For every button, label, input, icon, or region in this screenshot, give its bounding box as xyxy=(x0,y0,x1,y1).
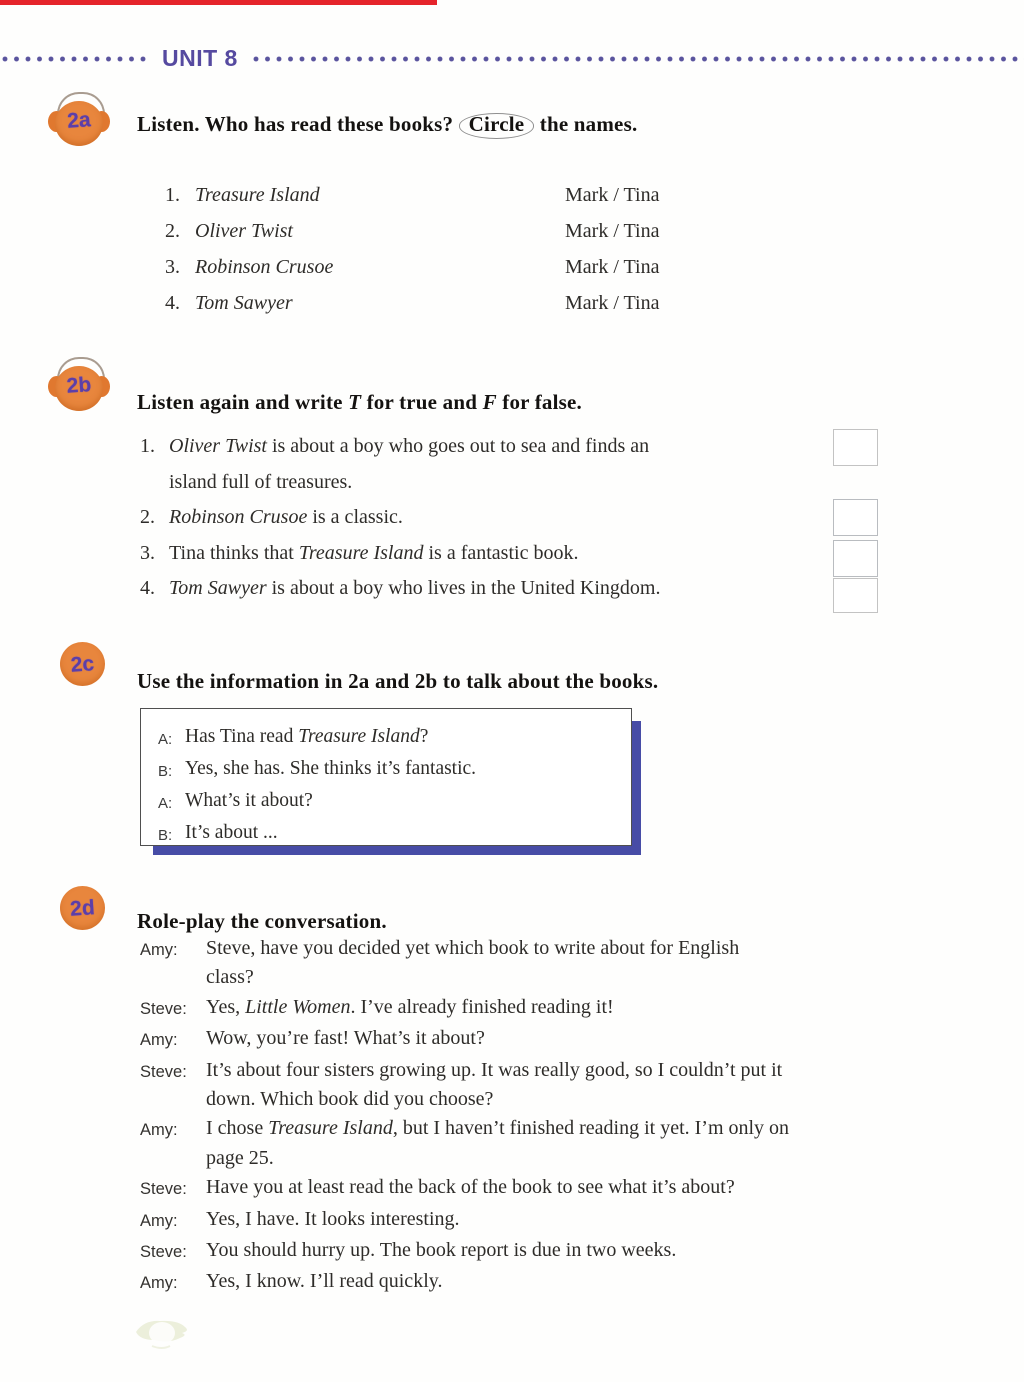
statement-item xyxy=(140,536,840,572)
utterance-text: Yes, I have. It looks interesting. xyxy=(206,1207,460,1230)
conversation-line xyxy=(140,1056,980,1115)
statement-text: Oliver Twist is about a boy who goes out to sea and finds an island full of treasures. xyxy=(169,435,650,493)
section-2a-badge-label: 2a xyxy=(66,108,92,133)
item-number: 4. xyxy=(140,577,155,600)
unit-title: UNIT 8 xyxy=(162,45,238,71)
book-list-item xyxy=(165,256,659,292)
dialogue-line xyxy=(158,786,631,818)
utterance-text: I chose Treasure Island, but I haven’t finished reading it yet. I’m only on page 25. xyxy=(206,1117,790,1169)
section-2c-title: Use the information in 2a and 2b to talk about the books. xyxy=(137,669,659,694)
section-2d-title: Role-play the conversation. xyxy=(137,909,387,934)
dialogue-text: It’s about ... xyxy=(185,822,278,843)
dialogue-line xyxy=(158,818,631,850)
book-list-item xyxy=(165,184,659,220)
section-2c-badge-label: 2c xyxy=(70,652,95,677)
conversation-line xyxy=(140,934,980,993)
speaker-label: B: xyxy=(158,763,173,780)
section-2a-title: Listen. Who has read these books? Circle the names. xyxy=(137,112,637,138)
statement-item xyxy=(140,500,840,536)
name-choice[interactable]: Mark / Tina xyxy=(565,256,660,278)
book-title: Tom Sawyer xyxy=(195,292,293,314)
section-2b-badge-label: 2b xyxy=(65,373,92,398)
answer-box-1[interactable] xyxy=(833,429,878,466)
item-number: 2. xyxy=(165,220,180,242)
conversation-line xyxy=(140,1024,980,1055)
book-title: Robinson Crusoe xyxy=(195,256,334,278)
speaker-label: Steve: xyxy=(140,1062,187,1081)
section-2b-badge xyxy=(48,357,110,413)
statement-list xyxy=(140,429,840,607)
name-choice[interactable]: Mark / Tina xyxy=(565,292,660,314)
statement-text: Tom Sawyer is about a boy who lives in the United Kingdom. xyxy=(169,577,661,600)
speaker-label: A: xyxy=(158,731,173,748)
utterance-text: Wow, you’re fast! What’s it about? xyxy=(206,1027,485,1050)
statement-text: Robinson Crusoe is a classic. xyxy=(169,506,403,529)
item-number: 2. xyxy=(140,506,155,529)
item-number: 1. xyxy=(140,435,155,457)
item-number: 3. xyxy=(165,256,180,278)
name-choice[interactable]: Mark / Tina xyxy=(565,184,660,206)
section-2b-title: Listen again and write T for true and F for false. xyxy=(137,390,583,415)
utterance-text: Steve, have you decided yet which book to write about for English class? xyxy=(206,937,740,989)
utterance-text: Yes, Little Women. I’ve already finished reading it! xyxy=(206,995,614,1018)
answer-box-3[interactable] xyxy=(833,540,878,577)
speaker-label: Amy: xyxy=(140,1274,178,1293)
speaker-label: B: xyxy=(158,827,173,844)
speaker-label: Amy: xyxy=(140,1031,178,1050)
book-title: Treasure Island xyxy=(195,184,320,206)
utterance-text: You should hurry up. The book report is due in two weeks. xyxy=(206,1239,677,1262)
page-corner-mark-icon xyxy=(130,1314,196,1352)
conversation-line xyxy=(140,1114,980,1173)
dialogue-text: Has Tina read Treasure Island? xyxy=(185,726,429,747)
speaker-label: Steve: xyxy=(140,999,187,1018)
book-list-item xyxy=(165,220,659,256)
example-dialogue-box xyxy=(140,708,632,846)
section-2d-badge-label: 2d xyxy=(69,896,96,921)
conversation-line xyxy=(140,1173,980,1204)
speaker-label: Amy: xyxy=(140,1121,178,1140)
speaker-label: Amy: xyxy=(140,941,178,959)
item-number: 3. xyxy=(140,541,155,564)
answer-box-2[interactable] xyxy=(833,499,878,536)
book-title: Oliver Twist xyxy=(195,220,293,242)
item-number: 1. xyxy=(165,184,180,206)
speaker-label: Steve: xyxy=(140,1243,187,1262)
utterance-text: It’s about four sisters growing up. It was really good, so I couldn’t put it down. Which book did you choose? xyxy=(206,1058,783,1111)
section-2a-badge xyxy=(48,92,110,148)
speaker-label: Amy: xyxy=(140,1211,178,1230)
book-list xyxy=(165,184,659,328)
conversation-line xyxy=(140,993,980,1024)
dialogue-line xyxy=(158,754,631,786)
statement-text: Tina thinks that Treasure Island is a fantastic book. xyxy=(169,541,579,564)
item-number: 4. xyxy=(165,292,180,314)
statement-item xyxy=(140,571,840,607)
dialogue-text: Yes, she has. She thinks it’s fantastic. xyxy=(185,758,477,779)
conversation-line xyxy=(140,1236,980,1267)
utterance-text: Yes, I know. I’ll read quickly. xyxy=(206,1270,443,1293)
answer-box-4[interactable] xyxy=(833,578,878,613)
conversation-line xyxy=(140,1267,980,1298)
conversation-line xyxy=(140,1205,980,1236)
section-2c-badge xyxy=(60,642,105,686)
header-dotted-line-left xyxy=(2,55,148,63)
utterance-text: Have you at least read the back of the book to see what it’s about? xyxy=(206,1176,735,1199)
name-choice[interactable]: Mark / Tina xyxy=(565,220,660,242)
speaker-label: Steve: xyxy=(140,1180,187,1199)
dialogue-line xyxy=(158,722,631,754)
header-dotted-line-right xyxy=(253,55,1024,63)
section-2d-badge xyxy=(60,886,105,930)
book-list-item xyxy=(165,292,659,328)
conversation xyxy=(140,934,980,1299)
top-red-bar xyxy=(0,0,437,5)
speaker-label: A: xyxy=(158,795,173,812)
statement-item xyxy=(140,429,840,500)
dialogue-text: What’s it about? xyxy=(185,790,313,811)
